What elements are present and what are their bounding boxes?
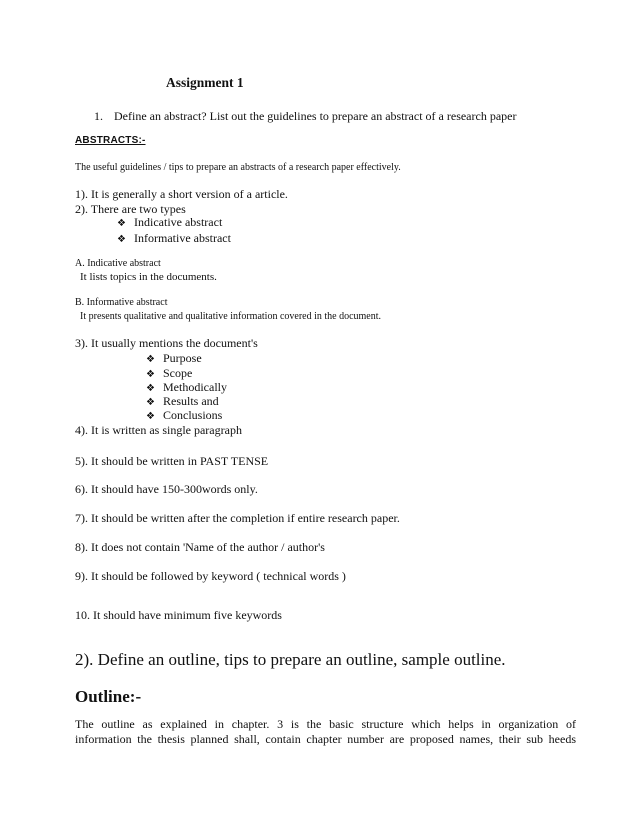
question-1 [94, 110, 516, 122]
indicative-desc: It lists topics in the documents. [80, 271, 217, 283]
outline-heading: Outline:- [75, 687, 142, 706]
abstracts-heading: ABSTRACTS:- [75, 135, 146, 146]
type-label: Indicative abstract [134, 215, 223, 229]
diamond-bullet-icon: ❖ [146, 397, 155, 408]
mention-item [146, 381, 227, 394]
outline-paragraph-line: The outline as explained in chapter. 3 is the basic structure which helps in organization of [75, 717, 576, 731]
diamond-bullet-icon: ❖ [117, 218, 126, 229]
type-item [117, 232, 231, 245]
point-10: 10. It should have minimum five keywords [75, 608, 282, 622]
diamond-bullet-icon: ❖ [146, 383, 155, 394]
question-2: 2). Define an outline, tips to prepare an outline, sample outline. [75, 650, 506, 669]
question-1-number: 1. [94, 109, 103, 123]
diamond-bullet-icon: ❖ [117, 234, 126, 245]
outline-paragraph-line: information the thesis planned shall, contain chapter number are proposed names, their sub heeds [75, 732, 576, 746]
document-title: Assignment 1 [166, 75, 244, 90]
mention-item [146, 352, 202, 365]
point-2: 2). There are two types [75, 202, 186, 216]
indicative-label: A. Indicative abstract [75, 258, 161, 269]
point-6: 6). It should have 150-300words only. [75, 482, 258, 496]
point-1: 1). It is generally a short version of a article. [75, 187, 288, 201]
mention-item [146, 367, 192, 380]
mention-label: Methodically [163, 380, 227, 394]
point-5: 5). It should be written in PAST TENSE [75, 454, 269, 468]
mention-label: Scope [163, 366, 193, 380]
type-label: Informative abstract [134, 231, 231, 245]
point-8: 8). It does not contain 'Name of the author / author's [75, 540, 325, 554]
diamond-bullet-icon: ❖ [146, 354, 155, 365]
intro-text: The useful guidelines / tips to prepare an abstracts of a research paper effectively. [75, 162, 401, 173]
point-4: 4). It is written as single paragraph [75, 423, 242, 437]
mention-label: Results and [163, 394, 219, 408]
point-9: 9). It should be followed by keyword ( technical words ) [75, 569, 346, 583]
point-7: 7). It should be written after the completion if entire research paper. [75, 511, 400, 525]
mention-item [146, 395, 219, 408]
diamond-bullet-icon: ❖ [146, 369, 155, 380]
informative-desc: It presents qualitative and qualitative information covered in the document. [80, 311, 382, 322]
mention-label: Purpose [163, 351, 202, 365]
informative-label: B. Informative abstract [75, 297, 168, 308]
question-1-text: Define an abstract? List out the guidelines to prepare an abstract of a research paper [114, 109, 517, 123]
point-3: 3). It usually mentions the document's [75, 336, 258, 350]
mention-label: Conclusions [163, 408, 223, 422]
mention-item [146, 409, 222, 422]
type-item [117, 216, 222, 229]
diamond-bullet-icon: ❖ [146, 411, 155, 422]
